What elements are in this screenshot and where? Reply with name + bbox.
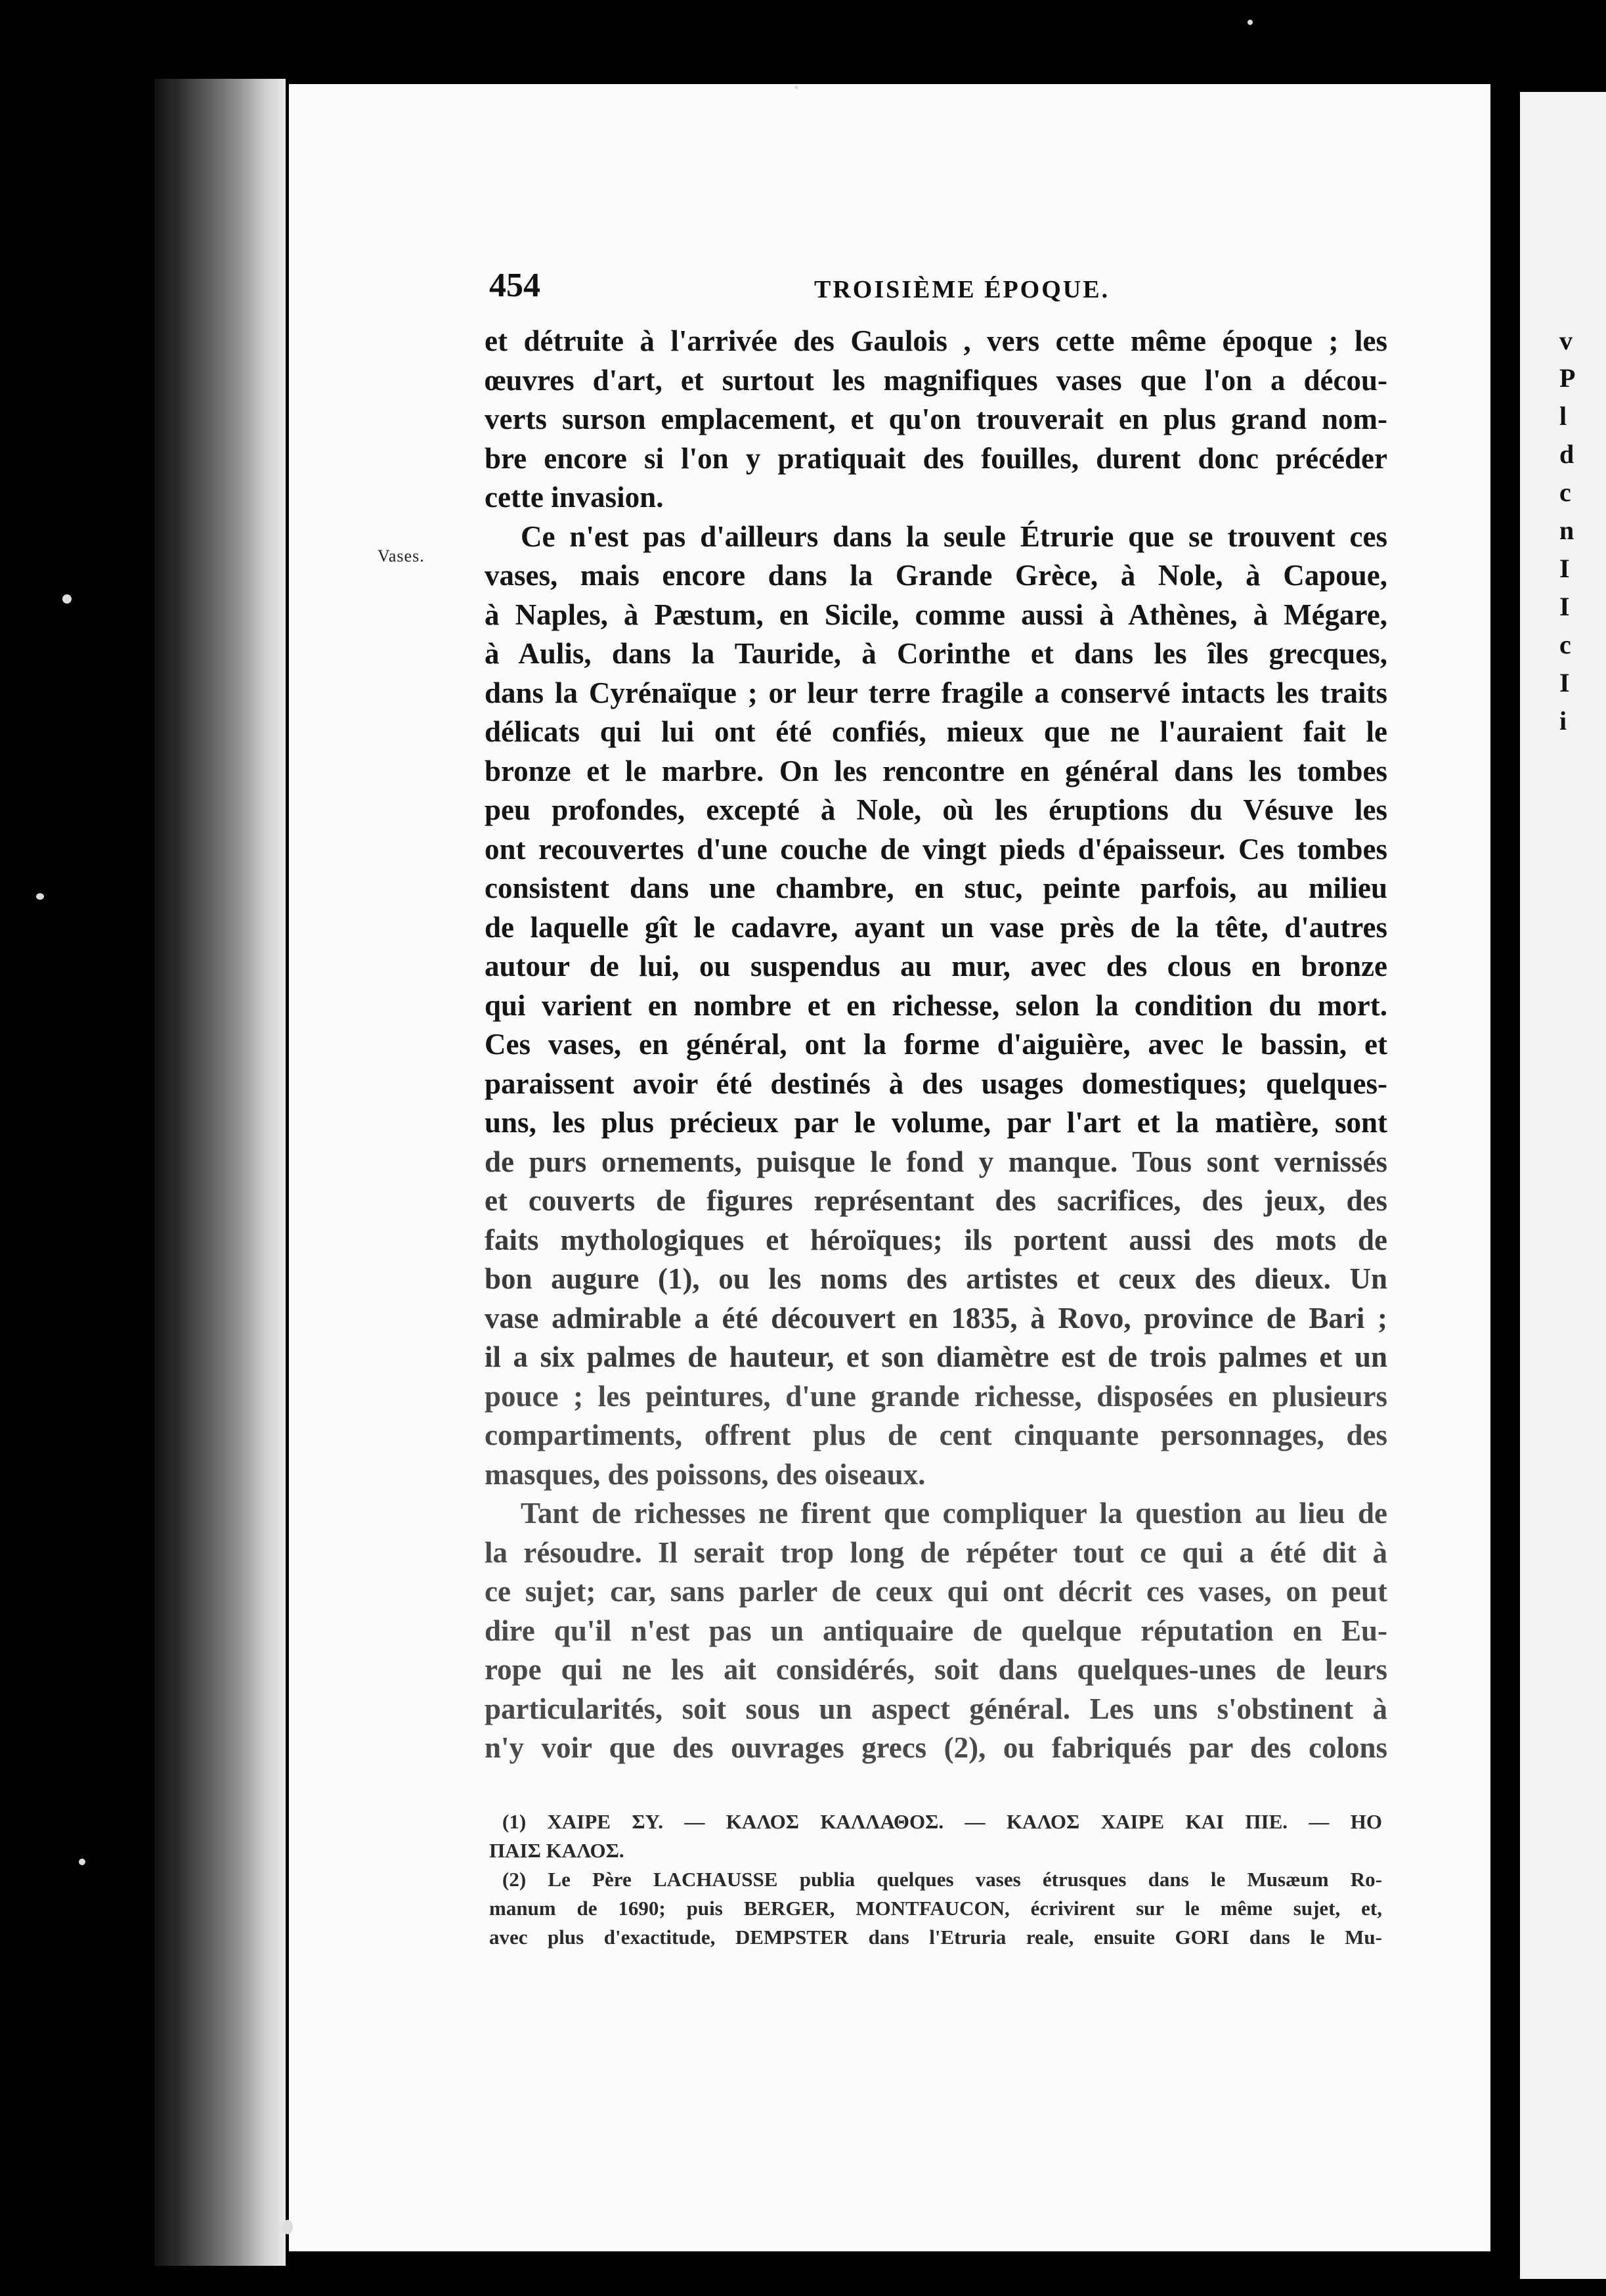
adjacent-page-fragment: i — [1559, 706, 1567, 736]
text-line: œuvres d'art, et surtout les magnifiques vases que l'on a décou- — [485, 363, 1387, 397]
text-line: paraissent avoir été destinés à des usages domestiques; quelques- — [485, 1067, 1387, 1100]
adjacent-page-fragment: c — [1559, 477, 1571, 507]
text-line: il a six palmes de hauteur, et son diamètre est de trois palmes et un — [485, 1340, 1387, 1373]
page-header — [489, 266, 1385, 305]
text-line: dire qu'il n'est pas un antiquaire de quelque réputation en Eu- — [485, 1614, 1387, 1647]
text-line: dans la Cyrénaïque ; or leur terre fragile a conservé intacts les traits — [485, 676, 1387, 709]
text-line: autour de lui, ou suspendus au mur, avec des clous en bronze — [485, 950, 1387, 982]
text-line: Ces vases, en général, ont la forme d'aiguière, avec le bassin, et — [485, 1028, 1387, 1061]
text-line: vases, mais encore dans la Grande Grèce, à Nole, à Capoue, — [485, 559, 1387, 592]
adjacent-page-edge — [1520, 92, 1606, 2279]
text-line: ce sujet; car, sans parler de ceux qui ont décrit ces vases, on peut — [485, 1575, 1387, 1608]
text-line: à Aulis, dans la Tauride, à Corinthe et dans les îles grecques, — [485, 637, 1387, 670]
text-line: Tant de richesses ne firent que compliquer la question au lieu de — [521, 1497, 1387, 1530]
text-line: rope qui ne les ait considérés, soit dans quelques-unes de leurs — [485, 1653, 1387, 1686]
adjacent-page-fragment: d — [1559, 439, 1574, 469]
footnote-line: manum de 1690; puis BERGER, MONTFAUCON, écrivirent sur le même sujet, et, — [489, 1897, 1382, 1920]
text-line: de purs ornements, puisque le fond y manque. Tous sont vernissés — [485, 1145, 1387, 1178]
text-line: et couverts de figures représentant des sacrifices, des jeux, des — [485, 1184, 1387, 1217]
adjacent-page-fragment: P — [1559, 363, 1576, 393]
text-line: vase admirable a été découvert en 1835, à Rovo, province de Bari ; — [485, 1301, 1387, 1335]
text-line: compartiments, offrent plus de cent cinquante personnages, des — [485, 1419, 1387, 1451]
text-line: verts surson emplacement, et qu'on trouverait en plus grand nom- — [485, 403, 1387, 435]
footnote-line: ΠΑΙΣ ΚΑΛΟΣ. — [489, 1839, 624, 1862]
text-line: bon augure (1), ou les noms des artistes et ceux des dieux. Un — [485, 1262, 1387, 1295]
adjacent-page-fragment: I — [1559, 668, 1570, 697]
footnotes — [489, 1807, 1382, 1952]
running-title: TROISIÈME ÉPOQUE. — [814, 276, 1110, 303]
text-line: bre encore si l'on y pratiquait des fouilles, durent donc précéder — [485, 441, 1387, 475]
adjacent-page-fragment: v — [1559, 326, 1573, 355]
footnote-line: (2) Le Père LACHAUSSE publia quelques vases étrusques dans le Musæum Ro- — [502, 1868, 1382, 1891]
book-spine-shadow — [154, 79, 286, 2266]
adjacent-page-fragment: I — [1559, 592, 1570, 621]
margin-note: Vases. — [378, 546, 425, 565]
text-line: cette invasion. — [485, 481, 664, 514]
text-line: et détruite à l'arrivée des Gaulois , vers cette même époque ; les — [485, 324, 1387, 357]
adjacent-page-fragment: I — [1559, 554, 1570, 583]
text-line: de laquelle gît le cadavre, ayant un vase près de la tête, d'autres — [485, 910, 1387, 944]
text-line: masques, des poissons, des oiseaux. — [485, 1457, 926, 1491]
adjacent-page-fragment: c — [1559, 630, 1571, 659]
text-line: particularités, soit sous un aspect général. Les uns s'obstinent à — [485, 1692, 1387, 1725]
text-line: qui varient en nombre et en richesse, selon la condition du mort. — [485, 988, 1387, 1022]
page-number: 454 — [489, 267, 540, 304]
text-line: bronze et le marbre. On les rencontre en général dans les tombes — [485, 754, 1387, 787]
text-line: la résoudre. Il serait trop long de répéter tout ce qui a été dit à — [485, 1535, 1387, 1569]
text-line: ont recouvertes d'une couche de vingt pieds d'épaisseur. Ces tombes — [485, 832, 1387, 866]
text-line: délicats qui lui ont été confiés, mieux que ne l'auraient fait le — [485, 715, 1387, 748]
adjacent-page-fragment: l — [1559, 401, 1567, 431]
body-text — [485, 322, 1387, 1768]
text-line: Ce n'est pas d'ailleurs dans la seule Étrurie que se trouvent ces — [521, 519, 1387, 553]
adjacent-page-fragment: n — [1559, 516, 1574, 545]
text-line: n'y voir que des ouvrages grecs (2), ou fabriqués par des colons — [485, 1731, 1387, 1764]
footnote-line: (1) ΧΑΙΡΕ ΣΥ. — ΚΑΛΟΣ ΚΑΛΛΑΘΟΣ. — ΚΑΛΟΣ ΧΑΙΡΕ ΚΑΙ ΠΙΕ. — ΗΟ — [502, 1810, 1382, 1833]
text-line: faits mythologiques et héroïques; ils portent aussi des mots de — [485, 1223, 1387, 1256]
text-line: peu profondes, excepté à Nole, où les éruptions du Vésuve les — [485, 793, 1387, 826]
text-line: à Naples, à Pæstum, en Sicile, comme aussi à Athènes, à Mégare, — [485, 598, 1387, 631]
text-line: pouce ; les peintures, d'une grande richesse, disposées en plusieurs — [485, 1379, 1387, 1413]
text-line: uns, les plus précieux par le volume, par l'art et la matière, sont — [485, 1106, 1387, 1139]
footnote-line: avec plus d'exactitude, DEMPSTER dans l'Etruria reale, ensuite GORI dans le Mu- — [489, 1926, 1382, 1949]
text-line: consistent dans une chambre, en stuc, peinte parfois, au milieu — [485, 872, 1387, 904]
